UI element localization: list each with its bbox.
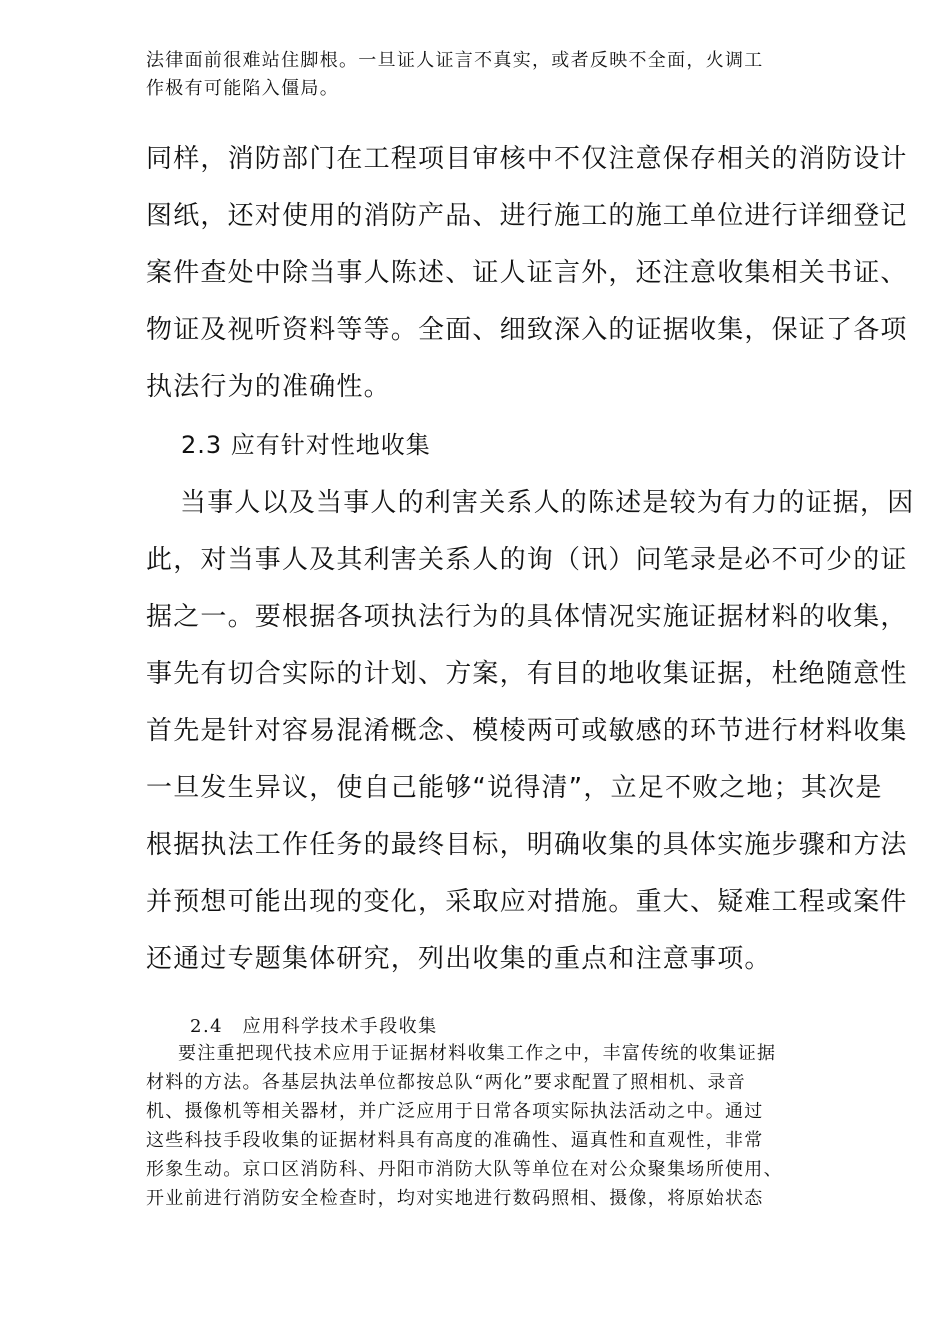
section-heading-2-4: 2.4 应用科学技术手段收集 [190, 1016, 438, 1037]
paragraph-line: 这些科技手段收集的证据材料具有高度的准确性、逼真性和直观性，非常 [146, 1130, 764, 1151]
paragraph-line: 物证及视听资料等等。全面、细致深入的证据收集，保证了各项 [146, 315, 908, 345]
paragraph-line: 一旦发生异议，使自己能够“说得清”，立足不败之地；其次是 [146, 773, 883, 803]
paragraph-line: 作极有可能陷入僵局。 [146, 78, 339, 99]
paragraph-line: 事先有切合实际的计划、方案，有目的地收集证据，杜绝随意性 [146, 659, 908, 689]
paragraph-line: 根据执法工作任务的最终目标，明确收集的具体实施步骤和方法 [146, 830, 908, 860]
paragraph-line: 开业前进行消防安全检查时，均对实地进行数码照相、摄像，将原始状态 [146, 1188, 764, 1209]
paragraph-line: 图纸，还对使用的消防产品、进行施工的施工单位进行详细登记 [146, 201, 908, 231]
paragraph-line: 同样，消防部门在工程项目审核中不仅注意保存相关的消防设计 [146, 144, 908, 174]
paragraph-line: 案件查处中除当事人陈述、证人证言外，还注意收集相关书证、 [146, 258, 908, 288]
paragraph-line: 形象生动。京口区消防科、丹阳市消防大队等单位在对公众聚集场所使用、 [146, 1159, 783, 1180]
section-heading-2-3: 2.3 应有针对性地收集 [181, 431, 431, 459]
paragraph-line: 此，对当事人及其利害关系人的询（讯）问笔录是必不可少的证 [146, 545, 908, 575]
paragraph-line: 据之一。要根据各项执法行为的具体情况实施证据材料的收集， [146, 602, 908, 632]
paragraph-line: 要注重把现代技术应用于证据材料收集工作之中，丰富传统的收集证据 [178, 1043, 777, 1064]
paragraph-line: 并预想可能出现的变化，采取应对措施。重大、疑难工程或案件 [146, 887, 908, 917]
paragraph-line: 机、摄像机等相关器材，并广泛应用于日常各项实际执法活动之中。通过 [146, 1101, 764, 1122]
paragraph-line: 材料的方法。各基层执法单位都按总队“两化”要求配置了照相机、录音 [146, 1072, 747, 1093]
paragraph-line: 执法行为的准确性。 [146, 372, 391, 402]
paragraph-line: 还通过专题集体研究，列出收集的重点和注意事项。 [146, 944, 772, 974]
paragraph-line: 当事人以及当事人的利害关系人的陈述是较为有力的证据，因 [180, 488, 915, 518]
paragraph-line: 首先是针对容易混淆概念、模棱两可或敏感的环节进行材料收集 [146, 716, 908, 746]
paragraph-line: 法律面前很难站住脚根。一旦证人证言不真实，或者反映不全面，火调工 [146, 50, 764, 71]
